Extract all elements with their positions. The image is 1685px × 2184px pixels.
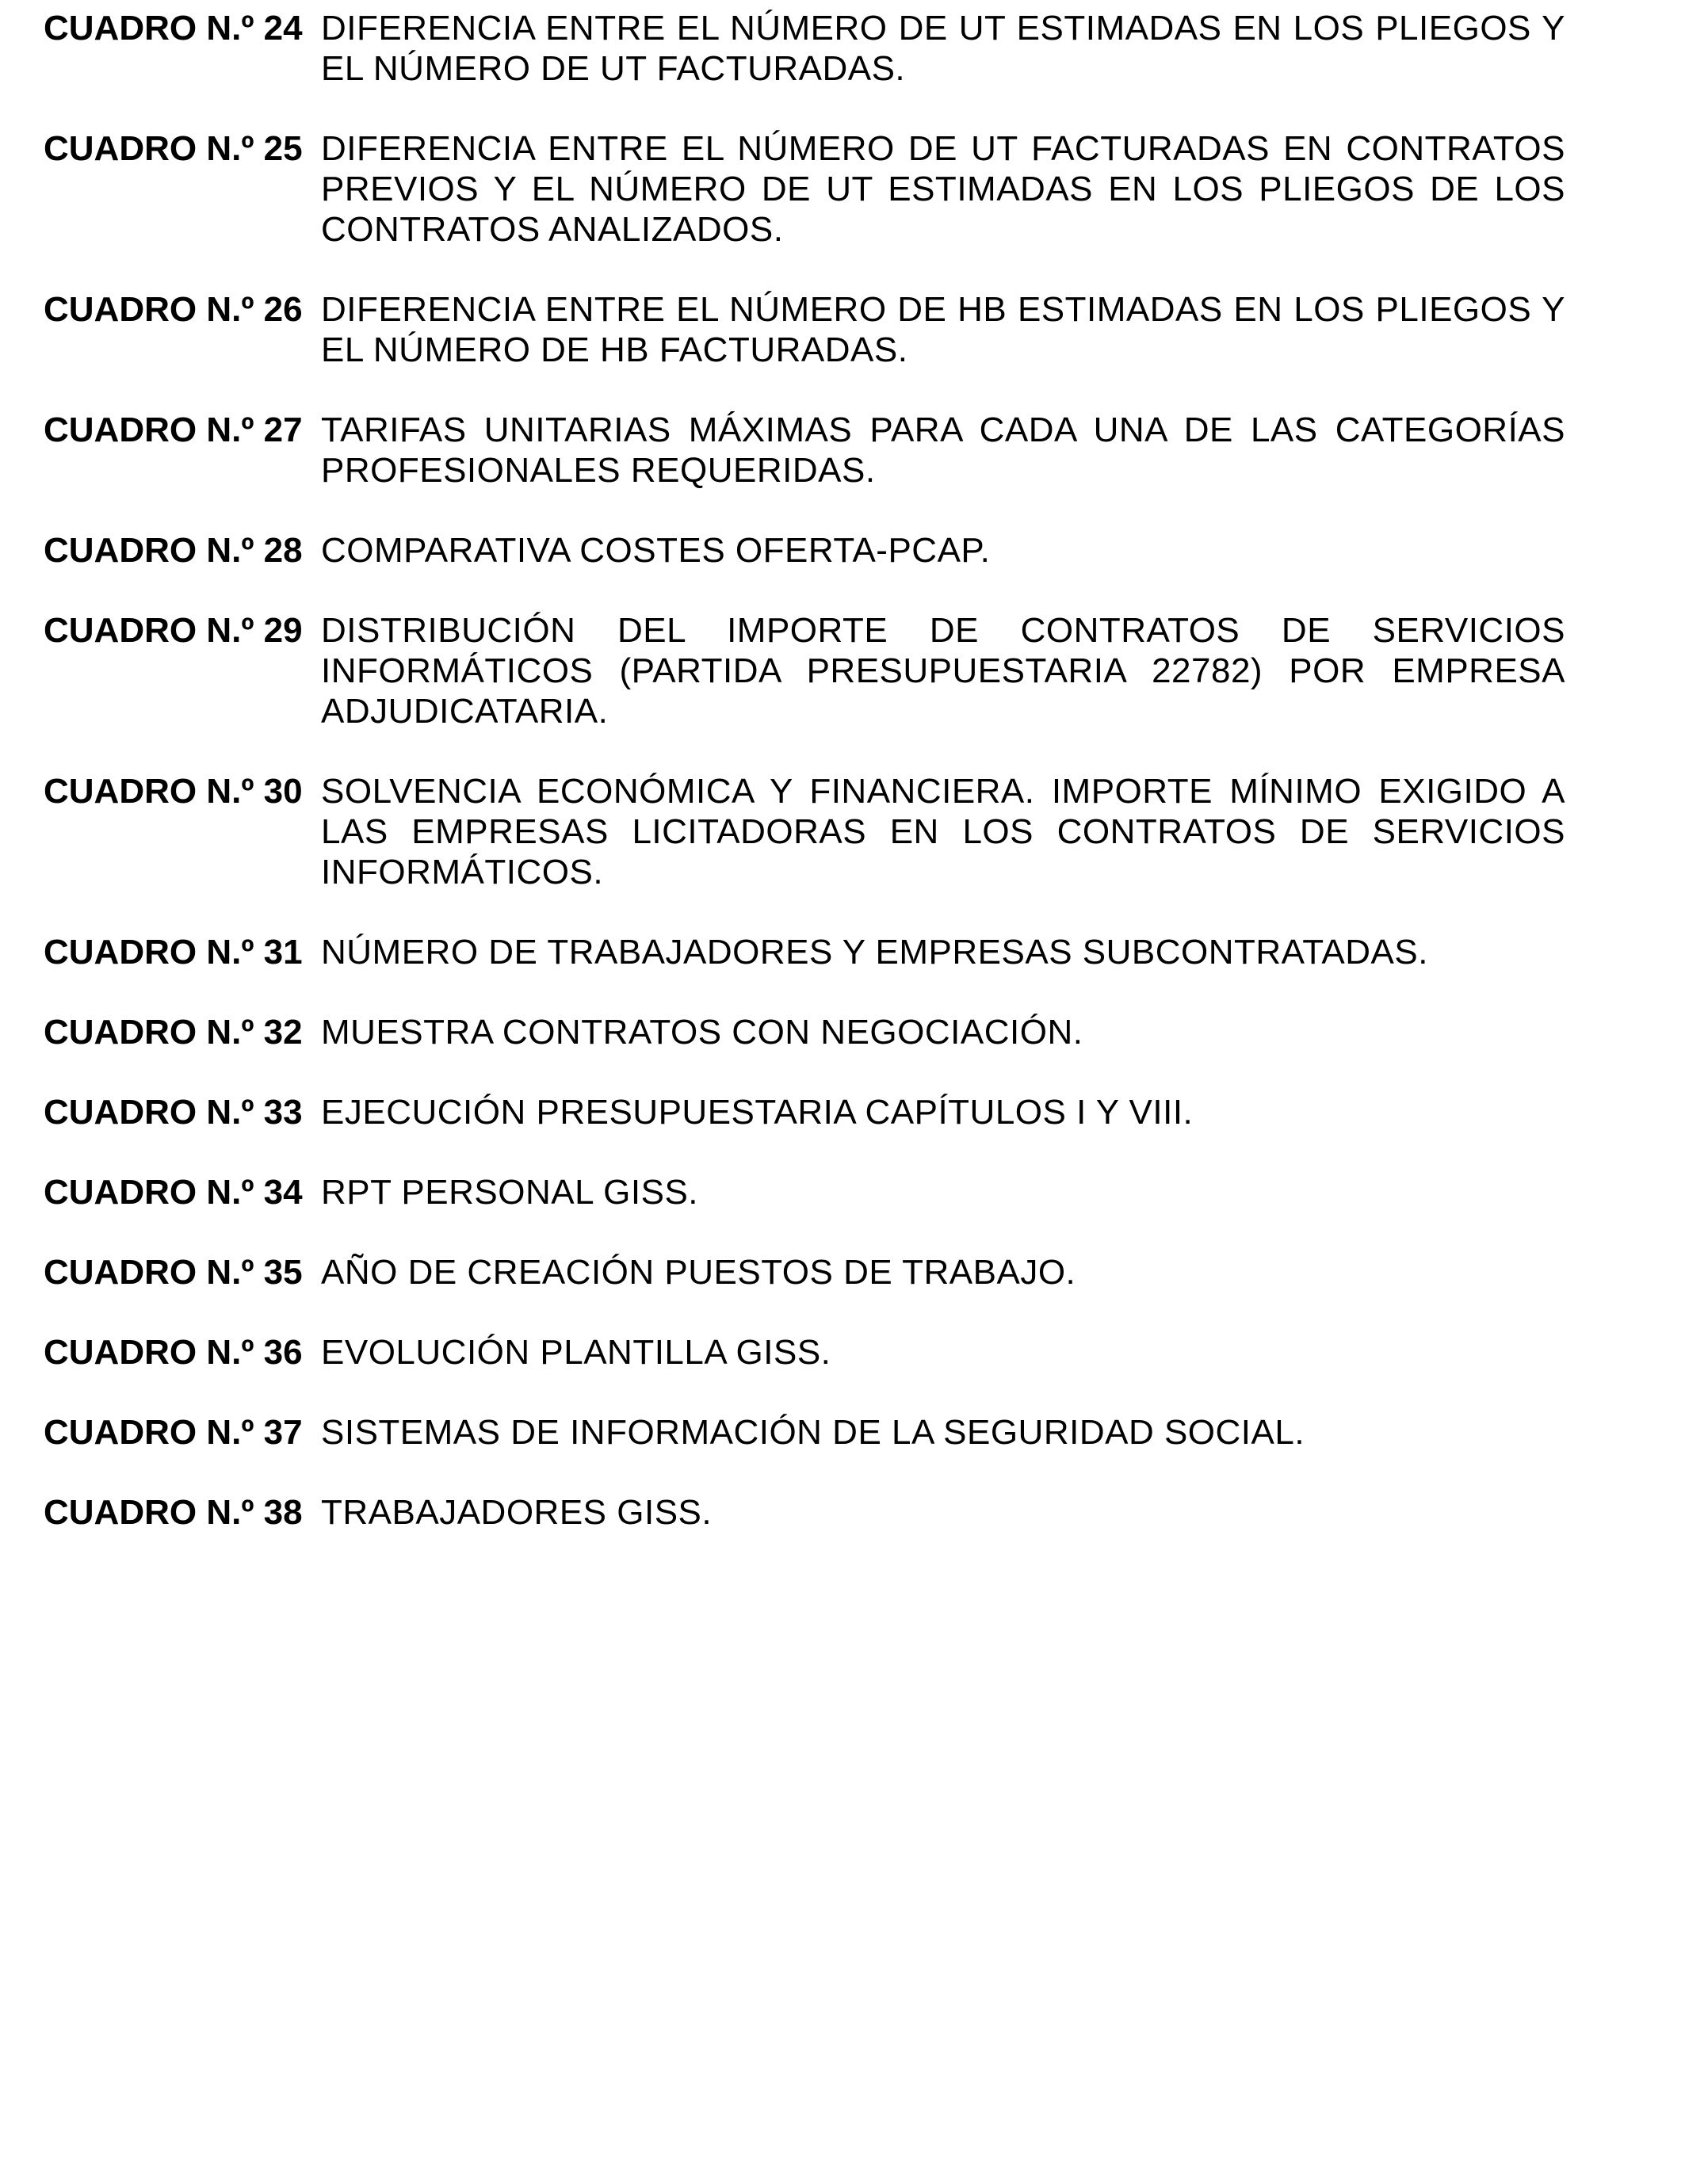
cuadro-title: MUESTRA CONTRATOS CON NEGOCIACIÓN. <box>321 1013 1083 1052</box>
list-item <box>44 128 1565 250</box>
cuadro-title: NÚMERO DE TRABAJADORES Y EMPRESAS SUBCONTRATADAS. <box>321 933 1428 972</box>
cuadro-label: CUADRO N.º 35 <box>44 1253 303 1292</box>
list-item <box>44 1492 1565 1533</box>
cuadro-label: CUADRO N.º 26 <box>44 290 303 329</box>
cuadro-title: COMPARATIVA COSTES OFERTA-PCAP. <box>321 531 991 570</box>
cuadro-title: DIFERENCIA ENTRE EL NÚMERO DE UT FACTURADAS EN CONTRATOS PREVIOS Y EL NÚMERO DE UT ESTIMADAS EN LOS PLIEGOS DE LOS CONTRATOS ANALIZADOS. <box>321 129 1565 249</box>
list-item <box>44 8 1565 89</box>
cuadro-label: CUADRO N.º 24 <box>44 9 303 48</box>
cuadro-label: CUADRO N.º 31 <box>44 933 303 972</box>
cuadro-label: CUADRO N.º 30 <box>44 772 303 811</box>
list-item <box>44 1012 1565 1052</box>
list-item <box>44 610 1565 731</box>
list-item <box>44 1092 1565 1132</box>
cuadro-title: EVOLUCIÓN PLANTILLA GISS. <box>321 1333 831 1372</box>
cuadro-title: RPT PERSONAL GISS. <box>321 1173 699 1212</box>
list-item <box>44 530 1565 571</box>
list-item <box>44 1172 1565 1212</box>
cuadro-title: TRABAJADORES GISS. <box>321 1493 713 1532</box>
cuadro-label: CUADRO N.º 36 <box>44 1333 303 1372</box>
cuadro-label: CUADRO N.º 27 <box>44 410 303 449</box>
cuadro-title: EJECUCIÓN PRESUPUESTARIA CAPÍTULOS I Y VIII. <box>321 1093 1194 1132</box>
cuadro-label: CUADRO N.º 37 <box>44 1413 303 1452</box>
list-item <box>44 410 1565 491</box>
cuadro-label: CUADRO N.º 32 <box>44 1013 303 1052</box>
cuadro-label: CUADRO N.º 33 <box>44 1093 303 1132</box>
cuadro-label: CUADRO N.º 34 <box>44 1173 303 1212</box>
cuadro-title: SOLVENCIA ECONÓMICA Y FINANCIERA. IMPORTE MÍNIMO EXIGIDO A LAS EMPRESAS LICITADORAS EN LOS CONTRATOS DE SERVICIOS INFORMÁTICOS. <box>321 772 1565 892</box>
cuadro-label: CUADRO N.º 28 <box>44 531 303 570</box>
cuadro-title: DIFERENCIA ENTRE EL NÚMERO DE HB ESTIMADAS EN LOS PLIEGOS Y EL NÚMERO DE HB FACTURADAS. <box>321 290 1565 369</box>
cuadro-title: SISTEMAS DE INFORMACIÓN DE LA SEGURIDAD SOCIAL. <box>321 1413 1305 1452</box>
cuadro-title: TARIFAS UNITARIAS MÁXIMAS PARA CADA UNA DE LAS CATEGORÍAS PROFESIONALES REQUERIDAS. <box>321 410 1565 490</box>
cuadro-title: AÑO DE CREACIÓN PUESTOS DE TRABAJO. <box>321 1253 1076 1292</box>
list-item <box>44 289 1565 370</box>
table-index-list <box>44 8 1565 1572</box>
list-item <box>44 1332 1565 1373</box>
list-item <box>44 932 1565 972</box>
list-item <box>44 771 1565 892</box>
cuadro-title: DIFERENCIA ENTRE EL NÚMERO DE UT ESTIMADAS EN LOS PLIEGOS Y EL NÚMERO DE UT FACTURADAS. <box>321 9 1565 88</box>
cuadro-label: CUADRO N.º 25 <box>44 129 303 168</box>
cuadro-label: CUADRO N.º 38 <box>44 1493 303 1532</box>
cuadro-title: DISTRIBUCIÓN DEL IMPORTE DE CONTRATOS DE SERVICIOS INFORMÁTICOS (PARTIDA PRESUPUESTARIA 22782) POR EMPRESA ADJUDICATARIA. <box>321 611 1565 731</box>
list-item <box>44 1412 1565 1453</box>
list-item <box>44 1252 1565 1292</box>
cuadro-label: CUADRO N.º 29 <box>44 611 303 650</box>
